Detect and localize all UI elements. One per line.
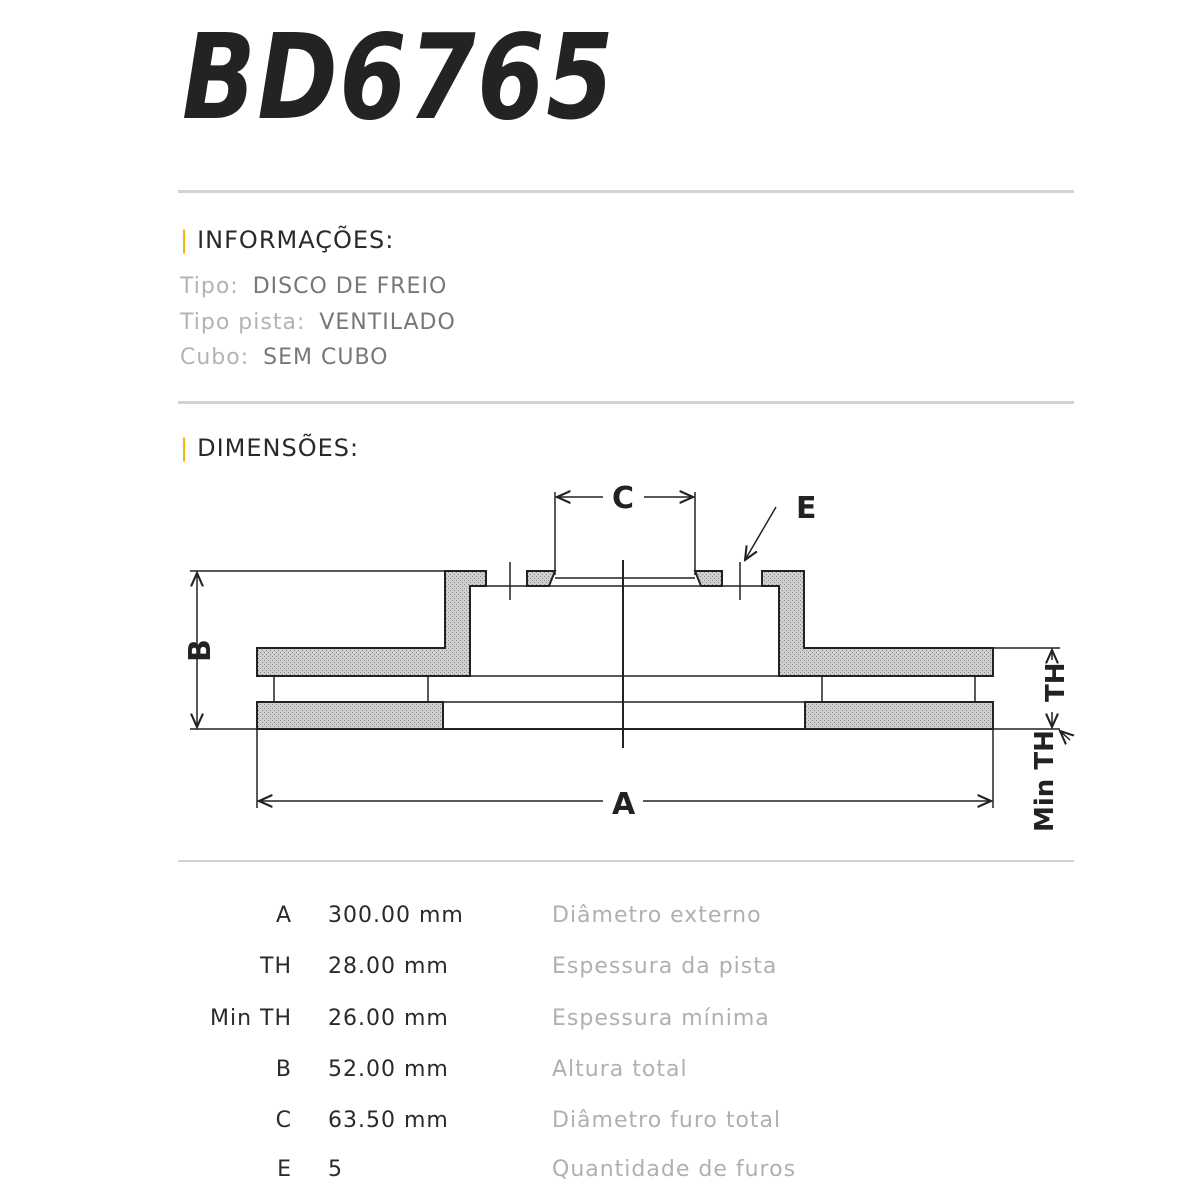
dim-description: Espessura da pista bbox=[552, 954, 778, 979]
divider-middle bbox=[178, 401, 1074, 404]
cooling-vanes bbox=[274, 676, 975, 702]
info-title-text: INFORMAÇÕES: bbox=[197, 226, 395, 254]
info-row-cubo bbox=[180, 345, 388, 370]
product-code: BD6765 bbox=[182, 8, 616, 146]
dim-description: Quantidade de furos bbox=[552, 1157, 797, 1182]
dim-value: 5 bbox=[328, 1157, 343, 1182]
table-row bbox=[0, 903, 1200, 943]
info-label: Tipo pista: bbox=[180, 310, 306, 335]
dim-value: 52.00 mm bbox=[328, 1057, 449, 1082]
dim-key: C bbox=[275, 1108, 292, 1133]
info-value: VENTILADO bbox=[319, 310, 456, 335]
dim-description: Espessura mínima bbox=[552, 1006, 770, 1031]
dim-value: 26.00 mm bbox=[328, 1006, 449, 1031]
dim-key: B bbox=[275, 1057, 292, 1082]
dim-key: Min TH bbox=[209, 1006, 292, 1031]
table-row bbox=[0, 954, 1200, 994]
info-value: SEM CUBO bbox=[263, 345, 389, 370]
accent-bar: | bbox=[180, 434, 190, 462]
dim-description: Diâmetro furo total bbox=[552, 1108, 782, 1133]
info-section-title bbox=[180, 226, 394, 254]
dim-key: E bbox=[277, 1157, 292, 1182]
divider-bottom bbox=[178, 860, 1074, 862]
info-row-tipo bbox=[180, 274, 447, 299]
label-b: B bbox=[183, 639, 218, 662]
dim-key: TH bbox=[260, 954, 292, 979]
table-row bbox=[0, 1108, 1200, 1148]
dim-description: Altura total bbox=[552, 1057, 688, 1082]
divider-top bbox=[178, 190, 1074, 193]
brake-disc-diagram bbox=[0, 470, 1200, 850]
accent-bar: | bbox=[180, 226, 190, 254]
label-th: TH bbox=[1041, 662, 1071, 702]
info-label: Cubo: bbox=[180, 345, 250, 370]
label-e: E bbox=[796, 491, 817, 526]
table-row bbox=[0, 1057, 1200, 1097]
label-min-th: Min TH bbox=[1030, 730, 1060, 832]
dimensions-title-text: DIMENSÕES: bbox=[197, 434, 360, 462]
info-value: DISCO DE FREIO bbox=[252, 274, 448, 299]
label-c: C bbox=[612, 481, 635, 516]
table-row bbox=[0, 1006, 1200, 1046]
dim-description: Diâmetro externo bbox=[552, 903, 762, 928]
dim-value: 300.00 mm bbox=[328, 903, 464, 928]
dim-value: 63.50 mm bbox=[328, 1108, 449, 1133]
disc-cross-section bbox=[257, 571, 993, 729]
table-row bbox=[0, 1157, 1200, 1197]
dimensions-section-title bbox=[180, 434, 359, 462]
info-label: Tipo: bbox=[180, 274, 239, 299]
info-row-tipo-pista bbox=[180, 310, 456, 335]
dim-key: A bbox=[275, 903, 292, 928]
label-a: A bbox=[612, 787, 636, 822]
dim-value: 28.00 mm bbox=[328, 954, 449, 979]
